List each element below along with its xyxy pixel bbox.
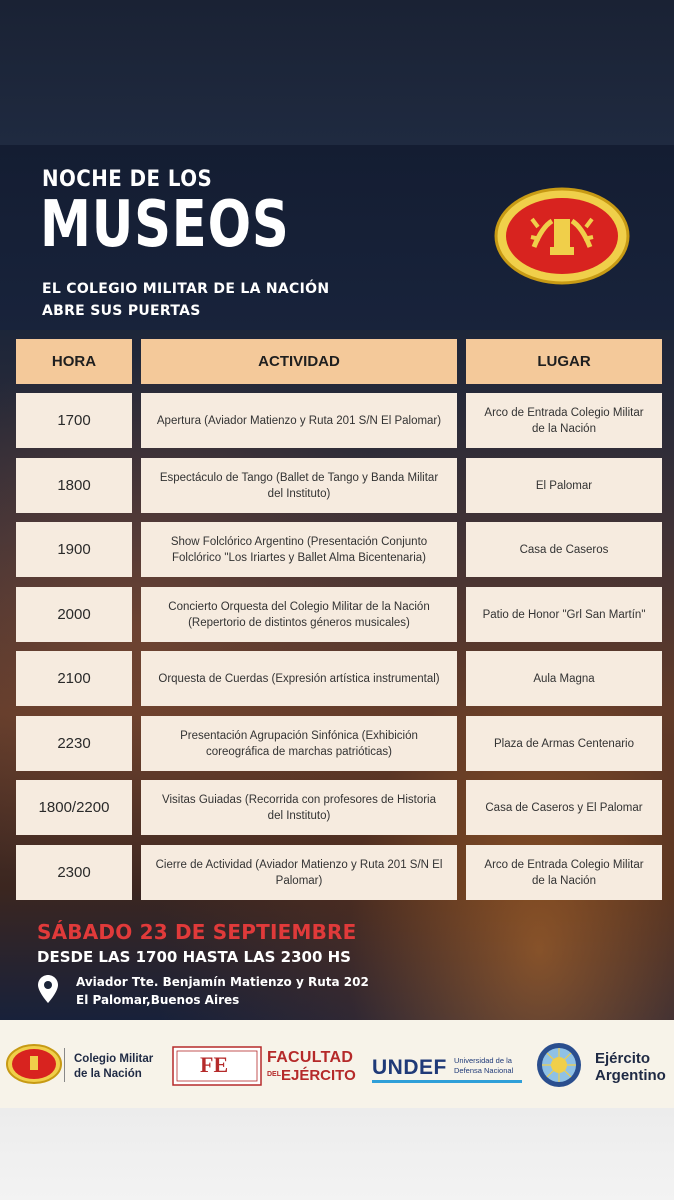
row-2-lugar: El Palomar: [466, 458, 662, 513]
colegio-militar-logo: [6, 1044, 62, 1084]
undef-line1: Universidad de la: [454, 1056, 512, 1065]
top-band: [0, 0, 674, 145]
row-4-lugar: Patio de Honor "Grl San Martín": [466, 587, 662, 642]
address-line1: Aviador Tte. Benjamín Matienzo y Ruta 202: [76, 975, 369, 989]
poster-header: [0, 145, 674, 330]
row-5-lugar: Aula Magna: [466, 651, 662, 706]
row-7-hora: 1800/2200: [16, 780, 132, 835]
row-4-hora: 2000: [16, 587, 132, 642]
header-actividad: ACTIVIDAD: [141, 339, 457, 384]
crest-logo: [494, 187, 630, 285]
subtitle-line2: ABRE SUS PUERTAS: [42, 303, 201, 319]
row-7-lugar: Casa de Caseros y El Palomar: [466, 780, 662, 835]
undef-label: [454, 1056, 513, 1076]
undef-logo: UNDEF: [372, 1056, 447, 1079]
header-lugar: LUGAR: [466, 339, 662, 384]
address-line2: El Palomar,Buenos Aires: [76, 993, 240, 1007]
row-7-actividad: Visitas Guiadas (Recorrida con profesores de Historia del Instituto): [141, 780, 457, 835]
divider: [64, 1048, 65, 1082]
row-8-actividad: Cierre de Actividad (Aviador Matienzo y Ruta 201 S/N El Palomar): [141, 845, 457, 900]
title-small: NOCHE DE LOS: [42, 167, 213, 192]
row-1-lugar: Arco de Entrada Colegio Militar de la Nación: [466, 393, 662, 448]
event-poster: [0, 145, 674, 1020]
page-title: MUSEOS: [40, 188, 290, 262]
row-5-hora: 2100: [16, 651, 132, 706]
row-3-actividad: Show Folclórico Argentino (Presentación Conjunto Folclórico "Los Iriartes y Ballet Alma Bicentenaria): [141, 522, 457, 577]
undef-line2: Defensa Nacional: [454, 1066, 514, 1075]
row-6-actividad: Presentación Agrupación Sinfónica (Exhibición coreográfica de marchas patrióticas): [141, 716, 457, 771]
sponsor-footer: [0, 1020, 674, 1108]
fe-del: DEL: [267, 1071, 281, 1078]
row-6-hora: 2230: [16, 716, 132, 771]
event-address: [76, 973, 369, 1009]
ejercito-argentino-label: [595, 1050, 666, 1084]
ea-line2: Argentino: [595, 1067, 666, 1084]
ea-line1: Ejército: [595, 1050, 651, 1067]
row-2-hora: 1800: [16, 458, 132, 513]
subtitle: [42, 278, 329, 322]
row-5-actividad: Orquesta de Cuerdas (Expresión artística instrumental): [141, 651, 457, 706]
row-2-actividad: Espectáculo de Tango (Ballet de Tango y Banda Militar del Instituto): [141, 458, 457, 513]
row-3-hora: 1900: [16, 522, 132, 577]
row-4-actividad: Concierto Orquesta del Colegio Militar de la Nación (Repertorio de distintos géneros musicales): [141, 587, 457, 642]
cmn-line1: Colegio Militar: [74, 1053, 154, 1065]
undef-underline: [372, 1080, 522, 1083]
cmn-line2: de la Nación: [74, 1068, 142, 1080]
location-pin-icon: [38, 975, 58, 1003]
header-hora: HORA: [16, 339, 132, 384]
subtitle-line1: EL COLEGIO MILITAR DE LA NACIÓN: [42, 281, 330, 297]
row-6-lugar: Plaza de Armas Centenario: [466, 716, 662, 771]
event-date: SÁBADO 23 DE SEPTIEMBRE: [37, 920, 357, 944]
row-1-hora: 1700: [16, 393, 132, 448]
bottom-band: [0, 1108, 674, 1200]
row-1-actividad: Apertura (Aviador Matienzo y Ruta 201 S/N El Palomar): [141, 393, 457, 448]
fe-mark: FE: [200, 1052, 229, 1077]
ejercito-argentino-logo: [536, 1042, 582, 1088]
row-3-lugar: Casa de Caseros: [466, 522, 662, 577]
row-8-hora: 2300: [16, 845, 132, 900]
row-8-lugar: Arco de Entrada Colegio Militar de la Nación: [466, 845, 662, 900]
colegio-militar-label: [74, 1052, 153, 1082]
fe-line1: FACULTAD: [267, 1049, 354, 1066]
event-hours: DESDE LAS 1700 HASTA LAS 2300 HS: [37, 948, 351, 966]
fe-line2: EJÉRCITO: [281, 1067, 356, 1084]
